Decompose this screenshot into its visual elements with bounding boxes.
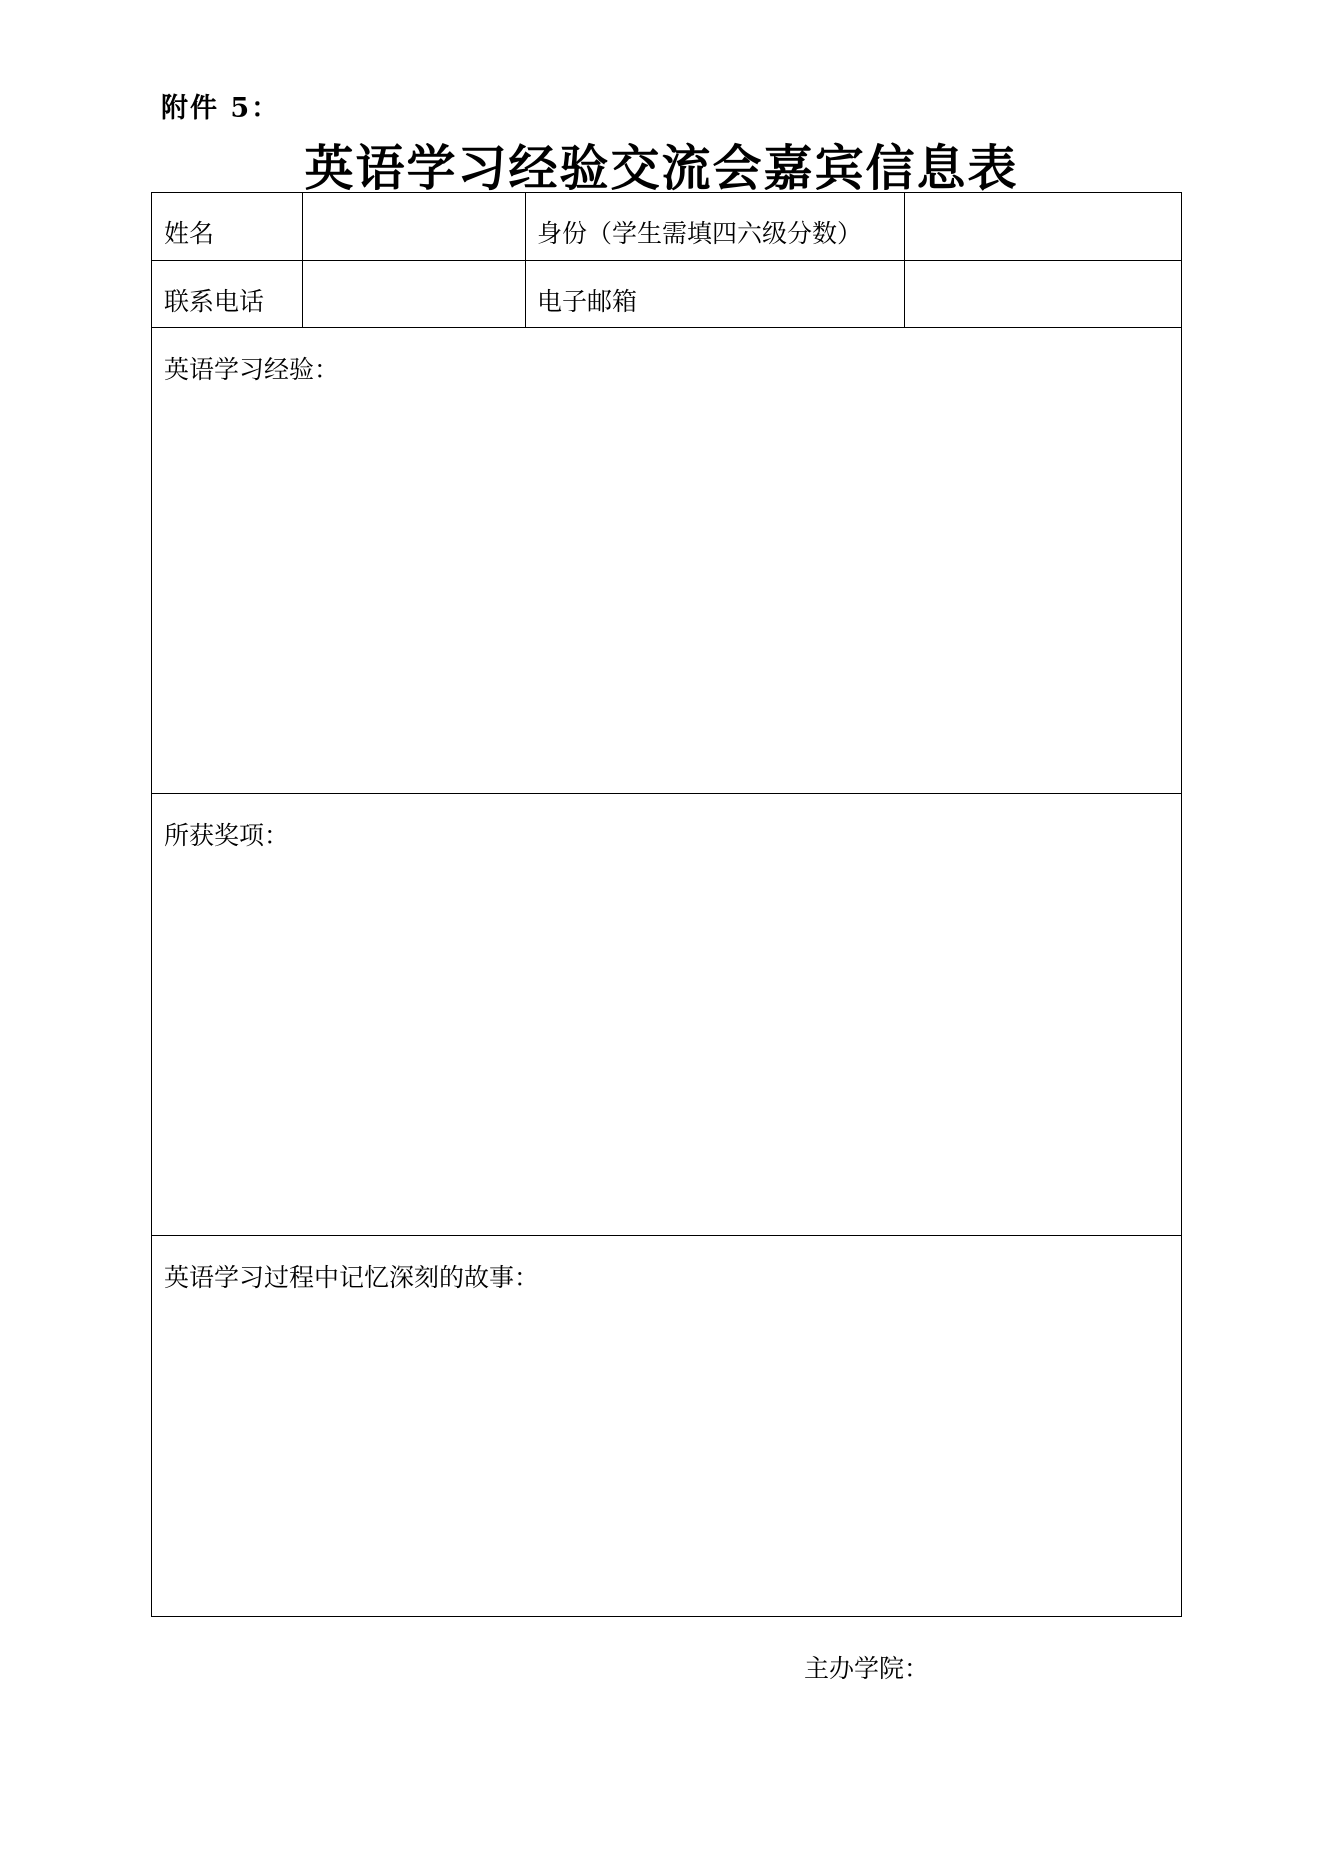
story-textarea[interactable] (154, 1301, 1179, 1614)
organizer-label: 主办学院： (804, 1654, 930, 1683)
guest-info-table (151, 192, 1182, 1617)
name-field[interactable] (304, 195, 524, 259)
row-divider (152, 327, 1181, 328)
experience-label: 英语学习经验： (164, 355, 340, 384)
phone-label: 联系电话 (164, 287, 265, 316)
email-field[interactable] (906, 262, 1180, 326)
story-label: 英语学习过程中记忆深刻的故事： (164, 1263, 540, 1292)
column-divider (302, 193, 303, 327)
awards-label: 所获奖项： (164, 821, 290, 850)
page-title: 英语学习经验交流会嘉宾信息表 (304, 139, 1019, 197)
identity-field[interactable] (906, 195, 1180, 259)
phone-field[interactable] (304, 262, 524, 326)
name-label: 姓名 (164, 219, 215, 248)
awards-textarea[interactable] (154, 859, 1179, 1233)
column-divider (525, 193, 526, 327)
experience-textarea[interactable] (154, 393, 1179, 791)
row-divider (152, 260, 1181, 261)
row-divider (152, 1235, 1181, 1236)
row-divider (152, 793, 1181, 794)
email-label: 电子邮箱 (537, 287, 638, 316)
identity-label: 身份（学生需填四六级分数） (537, 219, 863, 248)
attachment-label: 附件 5： (161, 93, 281, 124)
column-divider (904, 193, 905, 327)
